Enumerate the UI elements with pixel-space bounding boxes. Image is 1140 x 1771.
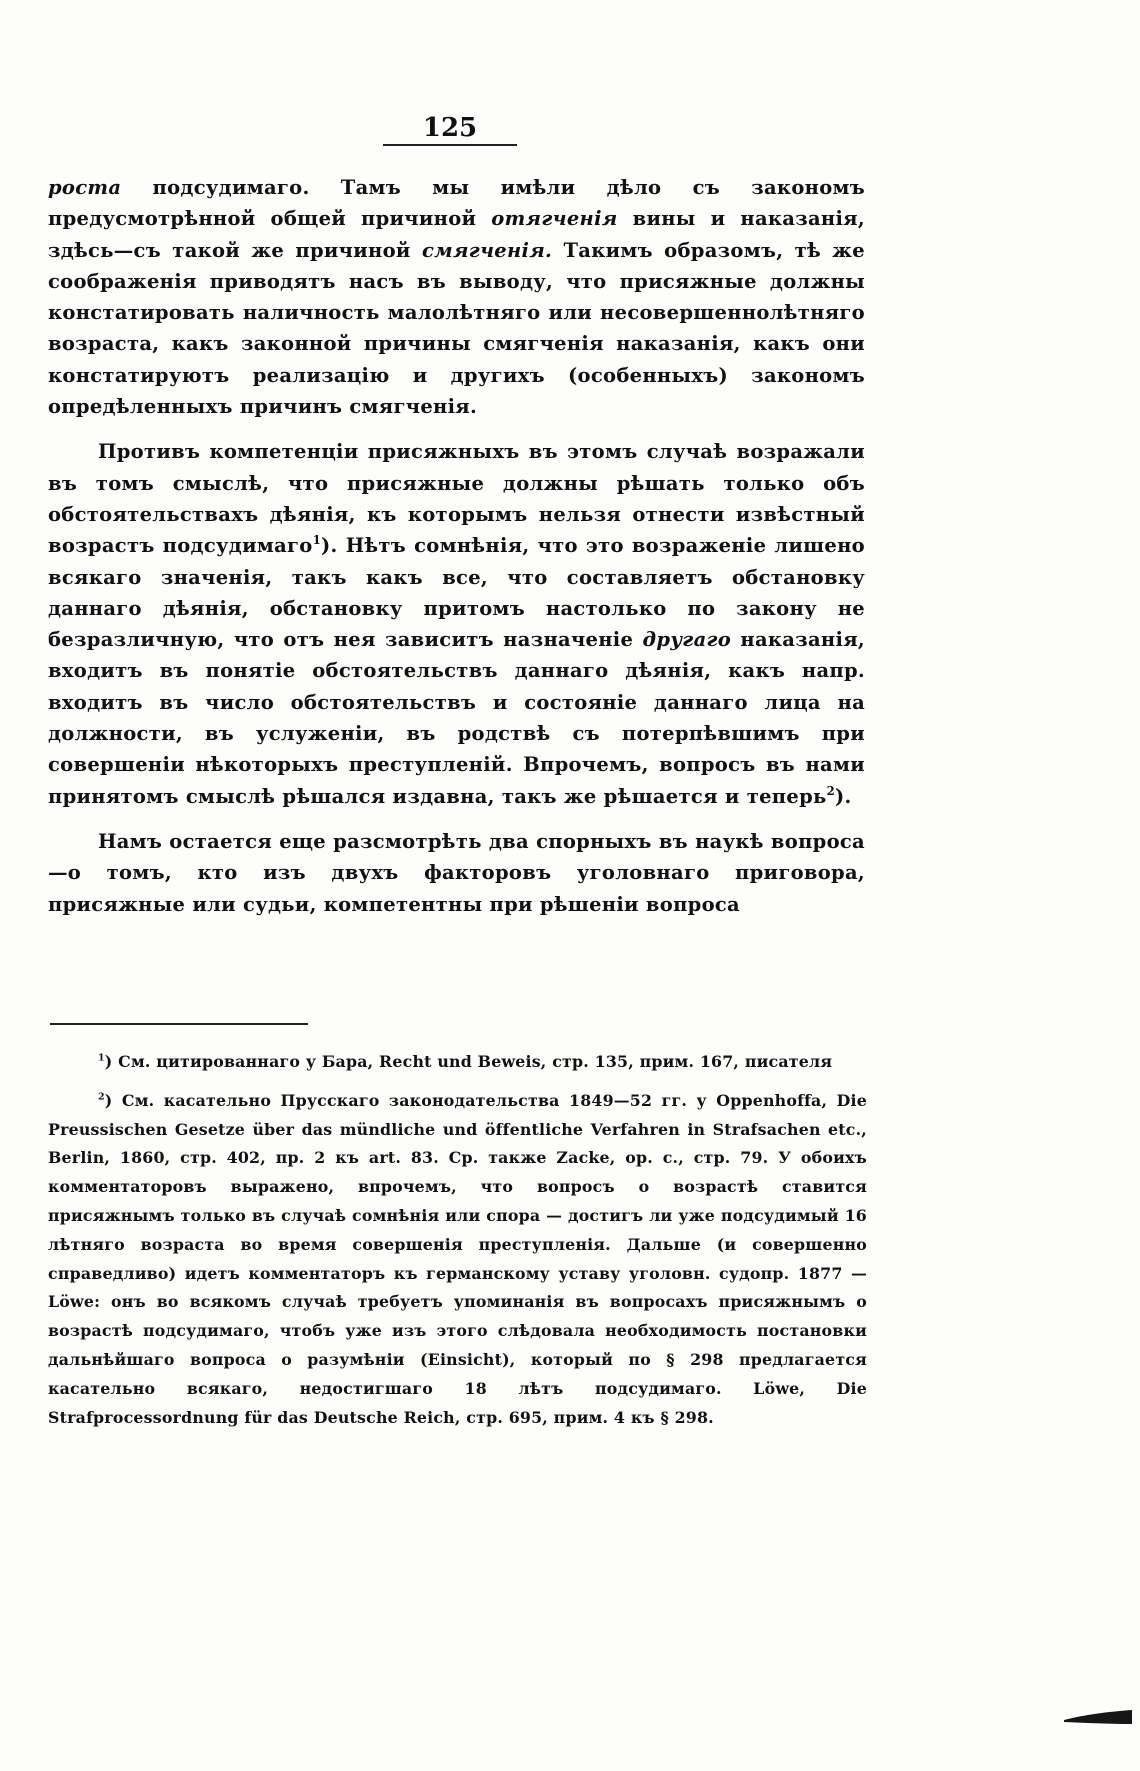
text-run: подсудимаго. Тамъ мы имѣли дѣло съ закономъ предусмотрѣнной общей причиной	[48, 176, 865, 231]
page-number: 125	[422, 113, 478, 143]
footnote-marker: 2	[98, 1091, 105, 1103]
footnote	[48, 1048, 867, 1077]
text-run: вины и наказанія, здѣсь—съ такой же причиной	[48, 207, 865, 262]
footnote-separator	[50, 1023, 308, 1025]
footnote-marker: 1	[312, 533, 322, 548]
text-run: ).	[835, 784, 852, 808]
emphasis-text: роста	[48, 176, 122, 199]
footnote-marker: 2	[826, 783, 835, 798]
main-text	[48, 172, 865, 920]
text-run: ) См. касательно Прусскаго законодательства 1849—52 гг. у Oppenhoffa, Die Preussischen Gesetze über das mündliche und öffentliche Verfahren in Strafsachen etc., Berlin, 1860, стр. 402, пр. 2 къ art. 83. Ср. также Zacke, op. c., стр. 79. У обоихъ комментаторовъ выражено, впрочемъ, что вопросъ о возрастѣ ставится присяжнымъ только въ случаѣ сомнѣнія или спора — достигъ ли уже подсудимый 16 лѣтняго возраста во время совершенія преступленія. Дальше (и совершенно справедливо) идетъ комментаторъ къ германскому уставу уголовн. судопр. 1877 — Löwe: онъ во всякомъ случаѣ требуетъ упоминанія въ вопросахъ присяжнымъ о возрастѣ подсудимаго, чтобъ уже изъ этого слѣдовала необходимость постановки дальнѣйшаго вопроса о разумѣніи (Einsicht), который по § 298 предлагается касательно всякаго, недостигшаго 18 лѣтъ подсудимаго. Löwe, Die Strafprocessordnung für das Deutsche Reich, стр. 695, прим. 4 къ § 298.	[48, 1090, 867, 1427]
paragraph	[48, 172, 865, 422]
text-run: Такимъ образомъ, тѣ же соображенія приводятъ насъ въ выводу, что присяжные должны констатировать наличность малолѣтняго или несовершеннолѣтняго возраста, какъ законной причины смягченія наказанія, какъ они констатируютъ реализацію и другихъ (особенныхъ) закономъ опредѣленныхъ причинъ смягченія.	[48, 238, 866, 419]
text-run: наказанія, входитъ въ понятіе обстоятельствъ даннаго дѣянія, какъ напр. входитъ въ число обстоятельствъ и состояніе даннаго лица на должности, въ услуженіи, въ родствѣ съ потерпѣвшимъ при совершеніи нѣкоторыхъ преступленій. Впрочемъ, вопросъ въ нами принятомъ смыслѣ рѣшался издавна, такъ же рѣшается и теперь	[48, 628, 865, 808]
footnote	[48, 1087, 867, 1433]
paragraph	[48, 826, 865, 920]
footnotes	[48, 1048, 867, 1432]
emphasis-text: отягченія	[491, 207, 618, 231]
text-run: ). Нѣтъ сомнѣнія, что это возраженіе лишено всякаго значенія, такъ какъ все, что составляетъ обстановку даннаго дѣянія, обстановку притомъ настолько по закону не безразличную, что отъ нея зависитъ назначеніе	[48, 534, 865, 652]
footnote-marker: 1	[98, 1052, 105, 1064]
paragraph	[48, 436, 865, 812]
text-run: Намъ остается еще разсмотрѣть два спорныхъ въ наукѣ вопроса—о томъ, кто изъ двухъ факторовъ уголовнаго приговора, присяжные или судьи, компетентны при рѣшеніи вопроса	[48, 829, 865, 916]
text-run: Противъ компетенціи присяжныхъ въ этомъ случаѣ возражали въ томъ смыслѣ, что присяжные должны рѣшать только объ обстоятельствахъ дѣянія, къ которымъ нельзя отнести извѣстный возрастъ подсудимаго	[48, 440, 865, 558]
text-run: ) См. цитированнаго у Бара, Recht und Beweis, стр. 135, прим. 167, писателя	[104, 1052, 833, 1071]
emphasis-text: смягченія.	[421, 238, 553, 262]
ink-smudge-mark	[1062, 1706, 1134, 1726]
emphasis-text: другаго	[642, 628, 732, 652]
page-number-rule	[383, 144, 517, 146]
